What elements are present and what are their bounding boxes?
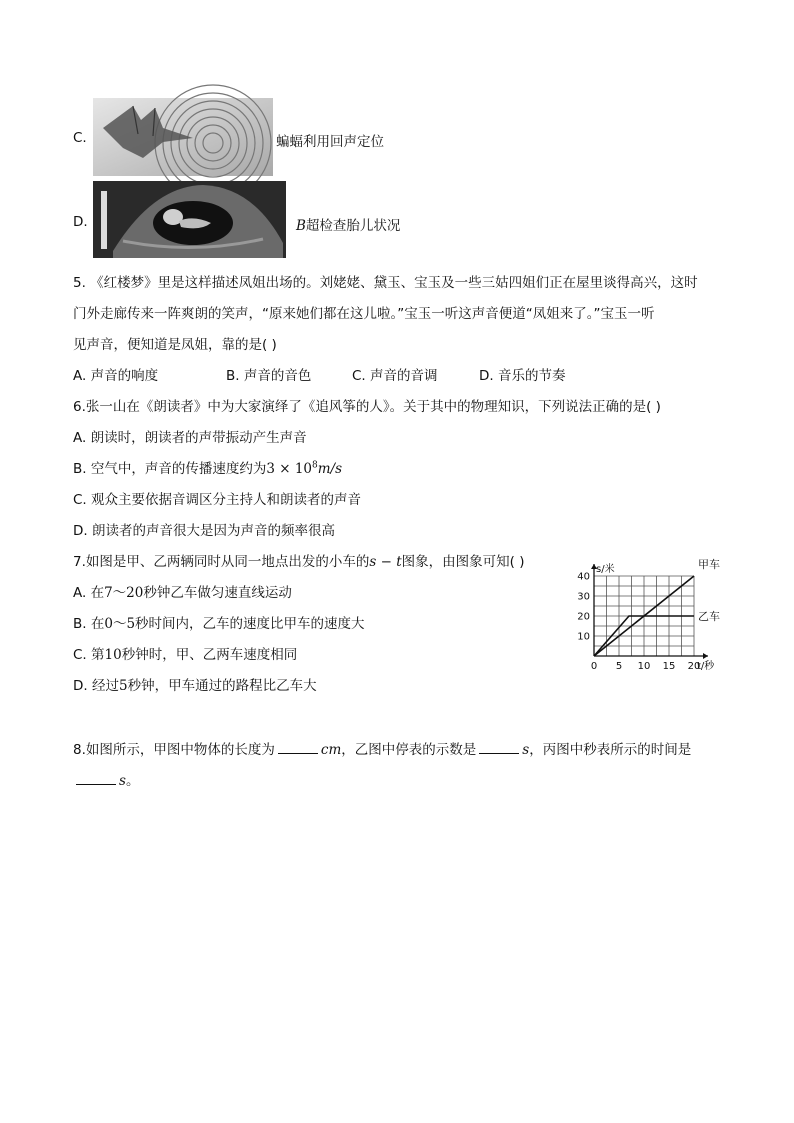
y-tick-label: 40 xyxy=(577,571,590,583)
q5-option-c: C. 声音的音调 xyxy=(352,368,438,384)
x-tick-label: 10 xyxy=(637,661,651,672)
q8-line-2: s。 xyxy=(73,769,139,789)
st-graph xyxy=(566,555,720,677)
q8-line-1: 8.如图所示，甲图中物体的长度为 cm，乙图中停表的示数是 s，丙图中秒表所示的时间是 xyxy=(73,742,692,758)
answer-blank-timer[interactable] xyxy=(76,772,116,785)
option-d-caption: B超检查胎儿状况 xyxy=(296,218,401,234)
q5-option-d: D. 音乐的节奏 xyxy=(479,368,566,384)
q7-option-d: D. 经过5秒钟，甲车通过的路程比乙车大 xyxy=(73,678,317,694)
q7-stem: 7.如图是甲、乙两辆同时从同一地点出发的小车的s − t图象，由图象可知( ) xyxy=(73,554,525,570)
q5-line-2: 门外走廊传来一阵爽朗的笑声，“原来她们都在这儿啦。”宝玉一听这声音便道“凤姐来了。”宝玉一听 xyxy=(73,306,655,322)
q6-option-c: C. 观众主要依据音调区分主持人和朗读者的声音 xyxy=(73,492,362,508)
q6-option-d: D. 朗读者的声音很大是因为声音的频率很高 xyxy=(73,523,335,539)
y-tick-label: 10 xyxy=(577,631,590,643)
q7-option-a: A. 在7～20秒钟乙车做匀速直线运动 xyxy=(73,585,292,601)
y-tick-label: 30 xyxy=(577,591,590,603)
x-tick-label: 20 xyxy=(687,661,701,672)
series-label-jia: 甲车 xyxy=(698,558,720,571)
option-d-letter: D. xyxy=(73,214,88,230)
q5-option-a: A. 声音的响度 xyxy=(73,368,159,384)
q7-option-c: C. 第10秒钟时，甲、乙两车速度相同 xyxy=(73,647,298,663)
x-tick-label: 5 xyxy=(615,661,623,672)
q6-stem: 6.张一山在《朗读者》中为大家演绎了《追风筝的人》。关于其中的物理知识，下列说法正确的是( ) xyxy=(73,399,661,415)
x-axis-label: t/秒 xyxy=(697,661,715,672)
q5-line-3: 见声音，便知道是凤姐，靠的是( ) xyxy=(73,337,277,353)
y-axis-label: s/米 xyxy=(596,564,615,575)
q5-option-b: B. 声音的音色 xyxy=(226,368,312,384)
series-label-yi: 乙车 xyxy=(698,610,720,623)
x-axis-arrow xyxy=(703,653,708,659)
x-tick-label: 0 xyxy=(590,661,598,672)
q7-option-b: B. 在0～5秒时间内，乙车的速度比甲车的速度大 xyxy=(73,616,365,632)
option-c-letter: C. xyxy=(73,130,87,146)
option-c-caption: 蝙蝠利用回声定位 xyxy=(276,134,384,150)
x-tick-label: 15 xyxy=(662,661,676,672)
q5-line-1: 5. 《红楼梦》里是这样描述凤姐出场的。刘姥姥、黛玉、宝玉及一些三姑四姐们正在屋里谈得高兴，这时 xyxy=(73,275,698,291)
answer-blank-length[interactable] xyxy=(278,741,318,754)
answer-blank-stopwatch[interactable] xyxy=(479,741,519,754)
q6-option-b: B. 空气中，声音的传播速度约为$3 \times 10^8m/s$ xyxy=(73,460,343,477)
q6-option-a: A. 朗读时，朗读者的声带振动产生声音 xyxy=(73,430,307,446)
bat-echolocation-image xyxy=(93,98,273,176)
y-tick-label: 20 xyxy=(577,611,590,623)
ultrasound-image xyxy=(93,181,286,258)
